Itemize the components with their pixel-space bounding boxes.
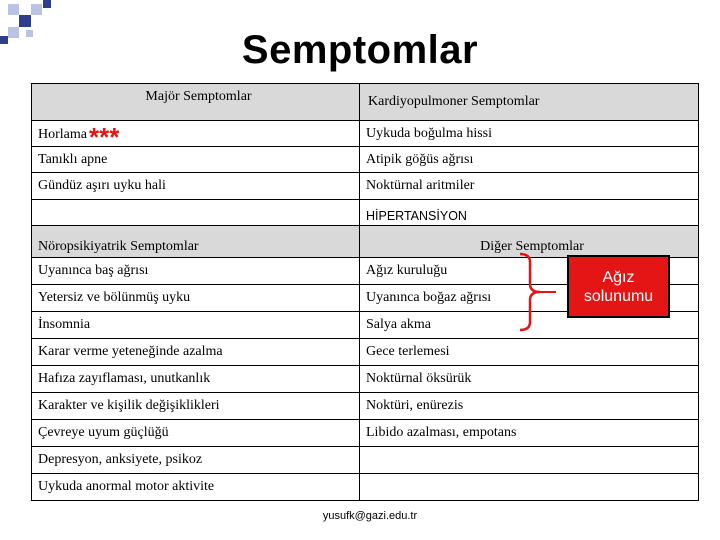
table-header-row [32,226,699,258]
other-symptoms-header: Diğer Semptomlar [360,226,699,258]
mouth-breathing-callout: Ağız solunumu [567,255,670,318]
table-row [32,339,699,366]
table-row [32,447,699,474]
table-cell: Noktüri, enürezis [360,393,699,420]
table-header-row [32,84,699,121]
table-cell: Gündüz aşırı uyku hali [32,173,360,200]
table-cell: Ağız kuruluğu [360,258,699,285]
stars-marker: *** [88,122,120,147]
table-cell [32,121,360,147]
table-cell: Uyanınca baş ağrısı [32,258,360,285]
curly-brace-icon [516,252,566,332]
page-title: Semptomlar [241,28,479,72]
neuropsychiatric-symptoms-header: Nöropsikiyatrik Semptomlar [32,226,360,258]
major-symptoms-header: Majör Semptomlar [32,84,360,121]
table-row [32,474,699,501]
table-cell: Tanıklı apne [32,147,360,173]
table-cell: Karakter ve kişilik değişiklikleri [32,393,360,420]
table-cell: Gece terlemesi [360,339,699,366]
table-row [32,173,699,200]
hypertension-cell: HİPERTANSİYON [360,200,699,226]
table-cell: Uykuda anormal motor aktivite [32,474,360,501]
table-row [32,147,699,173]
footer-email: yusufk@gazi.edu.tr [322,510,418,522]
table-cell: Çevreye uyum güçlüğü [32,420,360,447]
table-cell [360,447,699,474]
table-cell: İnsomnia [32,312,360,339]
table-cell: Noktürnal aritmiler [360,173,699,200]
table-cell: Uyanınca boğaz ağrısı [360,285,699,312]
cardiopulmonary-symptoms-header: Kardiyopulmoner Semptomlar [360,84,699,121]
cell-text: Horlama [38,127,87,142]
table-cell: Uykuda boğulma hissi [360,121,699,147]
table-cell: Noktürnal öksürük [360,366,699,393]
table-cell: Hafıza zayıflaması, unutkanlık [32,366,360,393]
table-cell: Atipik göğüs ağrısı [360,147,699,173]
table-row [32,420,699,447]
table-cell: Yetersiz ve bölünmüş uyku [32,285,360,312]
table-cell: Libido azalması, empotans [360,420,699,447]
table-row [32,200,699,226]
table-cell [32,200,360,226]
table-cell: Karar verme yeteneğinde azalma [32,339,360,366]
table-cell [360,474,699,501]
table-row [32,393,699,420]
table-cell: Salya akma [360,312,699,339]
table-row [32,121,699,147]
table-row [32,366,699,393]
table-cell: Depresyon, anksiyete, psikoz [32,447,360,474]
